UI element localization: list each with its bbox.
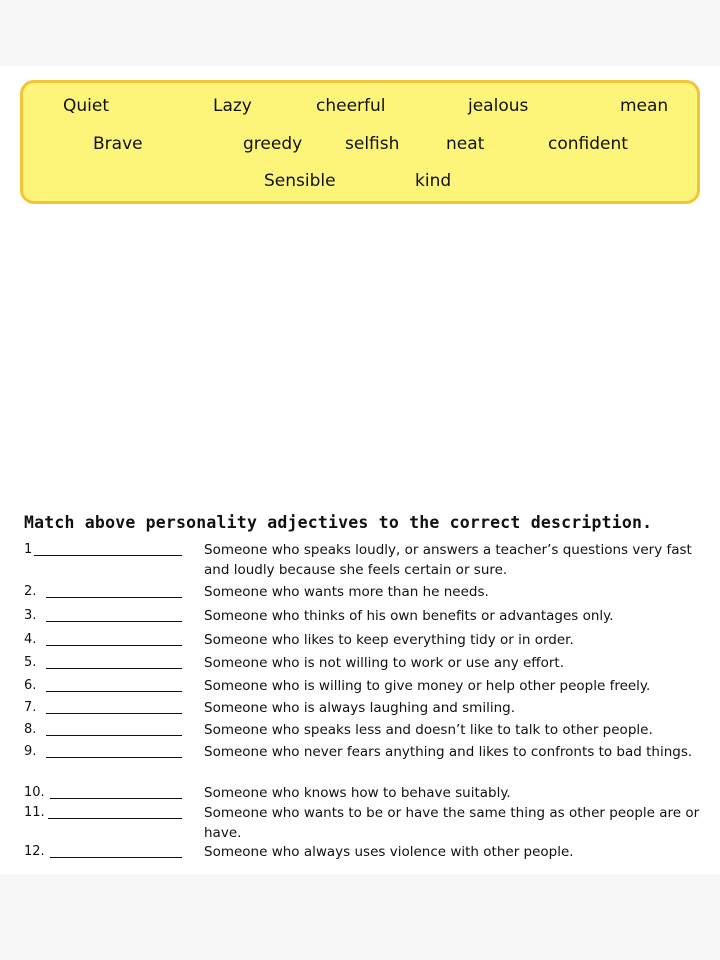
word-bank-word: Quiet: [63, 96, 110, 116]
word-bank-word: kind: [415, 171, 452, 191]
word-bank-word: mean: [620, 96, 669, 116]
word-bank-word: selfish: [345, 134, 400, 154]
item-description: Someone who wants more than he needs.: [204, 584, 489, 600]
answer-blank[interactable]: [48, 818, 182, 819]
item-number: 12.: [24, 844, 45, 859]
item-number: 2.: [24, 584, 37, 599]
answer-blank[interactable]: [50, 798, 182, 799]
item-number: 5.: [24, 655, 37, 670]
answer-blank[interactable]: [46, 645, 182, 646]
word-bank-box: [20, 80, 700, 204]
word-bank-word: neat: [446, 134, 485, 154]
item-description: Someone who never fears anything and likes to confronts to bad things.: [204, 744, 693, 760]
answer-blank[interactable]: [46, 691, 182, 692]
answer-blank[interactable]: [46, 668, 182, 669]
item-description: Someone who wants to be or have the same thing as other people are or have.: [204, 805, 700, 841]
item-description: Someone who speaks less and doesn’t like to talk to other people.: [204, 722, 653, 738]
item-description: Someone who likes to keep everything tidy or in order.: [204, 632, 574, 648]
word-bank-word: Sensible: [264, 171, 336, 191]
item-description: Someone who speaks loudly, or answers a teacher’s questions very fast and loudly because she feels certain or sure.: [204, 542, 692, 578]
word-bank-word: confident: [548, 134, 628, 154]
item-number: 9.: [24, 744, 37, 759]
answer-blank[interactable]: [46, 735, 182, 736]
worksheet-page: [0, 66, 720, 874]
answer-blank[interactable]: [46, 757, 182, 758]
word-bank-word: greedy: [243, 134, 303, 154]
word-bank-word: jealous: [468, 96, 529, 116]
exercise-title: Match above personality adjectives to the correct description.: [24, 513, 653, 532]
word-bank-word: Brave: [93, 134, 143, 154]
item-description: Someone who thinks of his own benefits or advantages only.: [204, 608, 614, 624]
item-number: 4.: [24, 632, 37, 647]
item-number: 8.: [24, 722, 37, 737]
item-description: Someone who is always laughing and smiling.: [204, 700, 515, 716]
item-number: 3.: [24, 608, 37, 623]
item-description: Someone who is not willing to work or use any effort.: [204, 655, 564, 671]
item-number: 10.: [24, 785, 45, 800]
answer-blank[interactable]: [34, 555, 182, 556]
answer-blank[interactable]: [46, 621, 182, 622]
item-number: 11.: [24, 805, 45, 820]
item-description: Someone who is willing to give money or help other people freely.: [204, 678, 651, 694]
answer-blank[interactable]: [50, 857, 182, 858]
item-description: Someone who always uses violence with other people.: [204, 844, 574, 860]
item-description: Someone who knows how to behave suitably.: [204, 785, 511, 801]
answer-blank[interactable]: [46, 713, 182, 714]
word-bank-word: Lazy: [213, 96, 252, 116]
item-number: 7.: [24, 700, 37, 715]
word-bank-word: cheerful: [316, 96, 386, 116]
answer-blank[interactable]: [46, 597, 182, 598]
item-number: 1: [24, 542, 33, 557]
item-number: 6.: [24, 678, 37, 693]
